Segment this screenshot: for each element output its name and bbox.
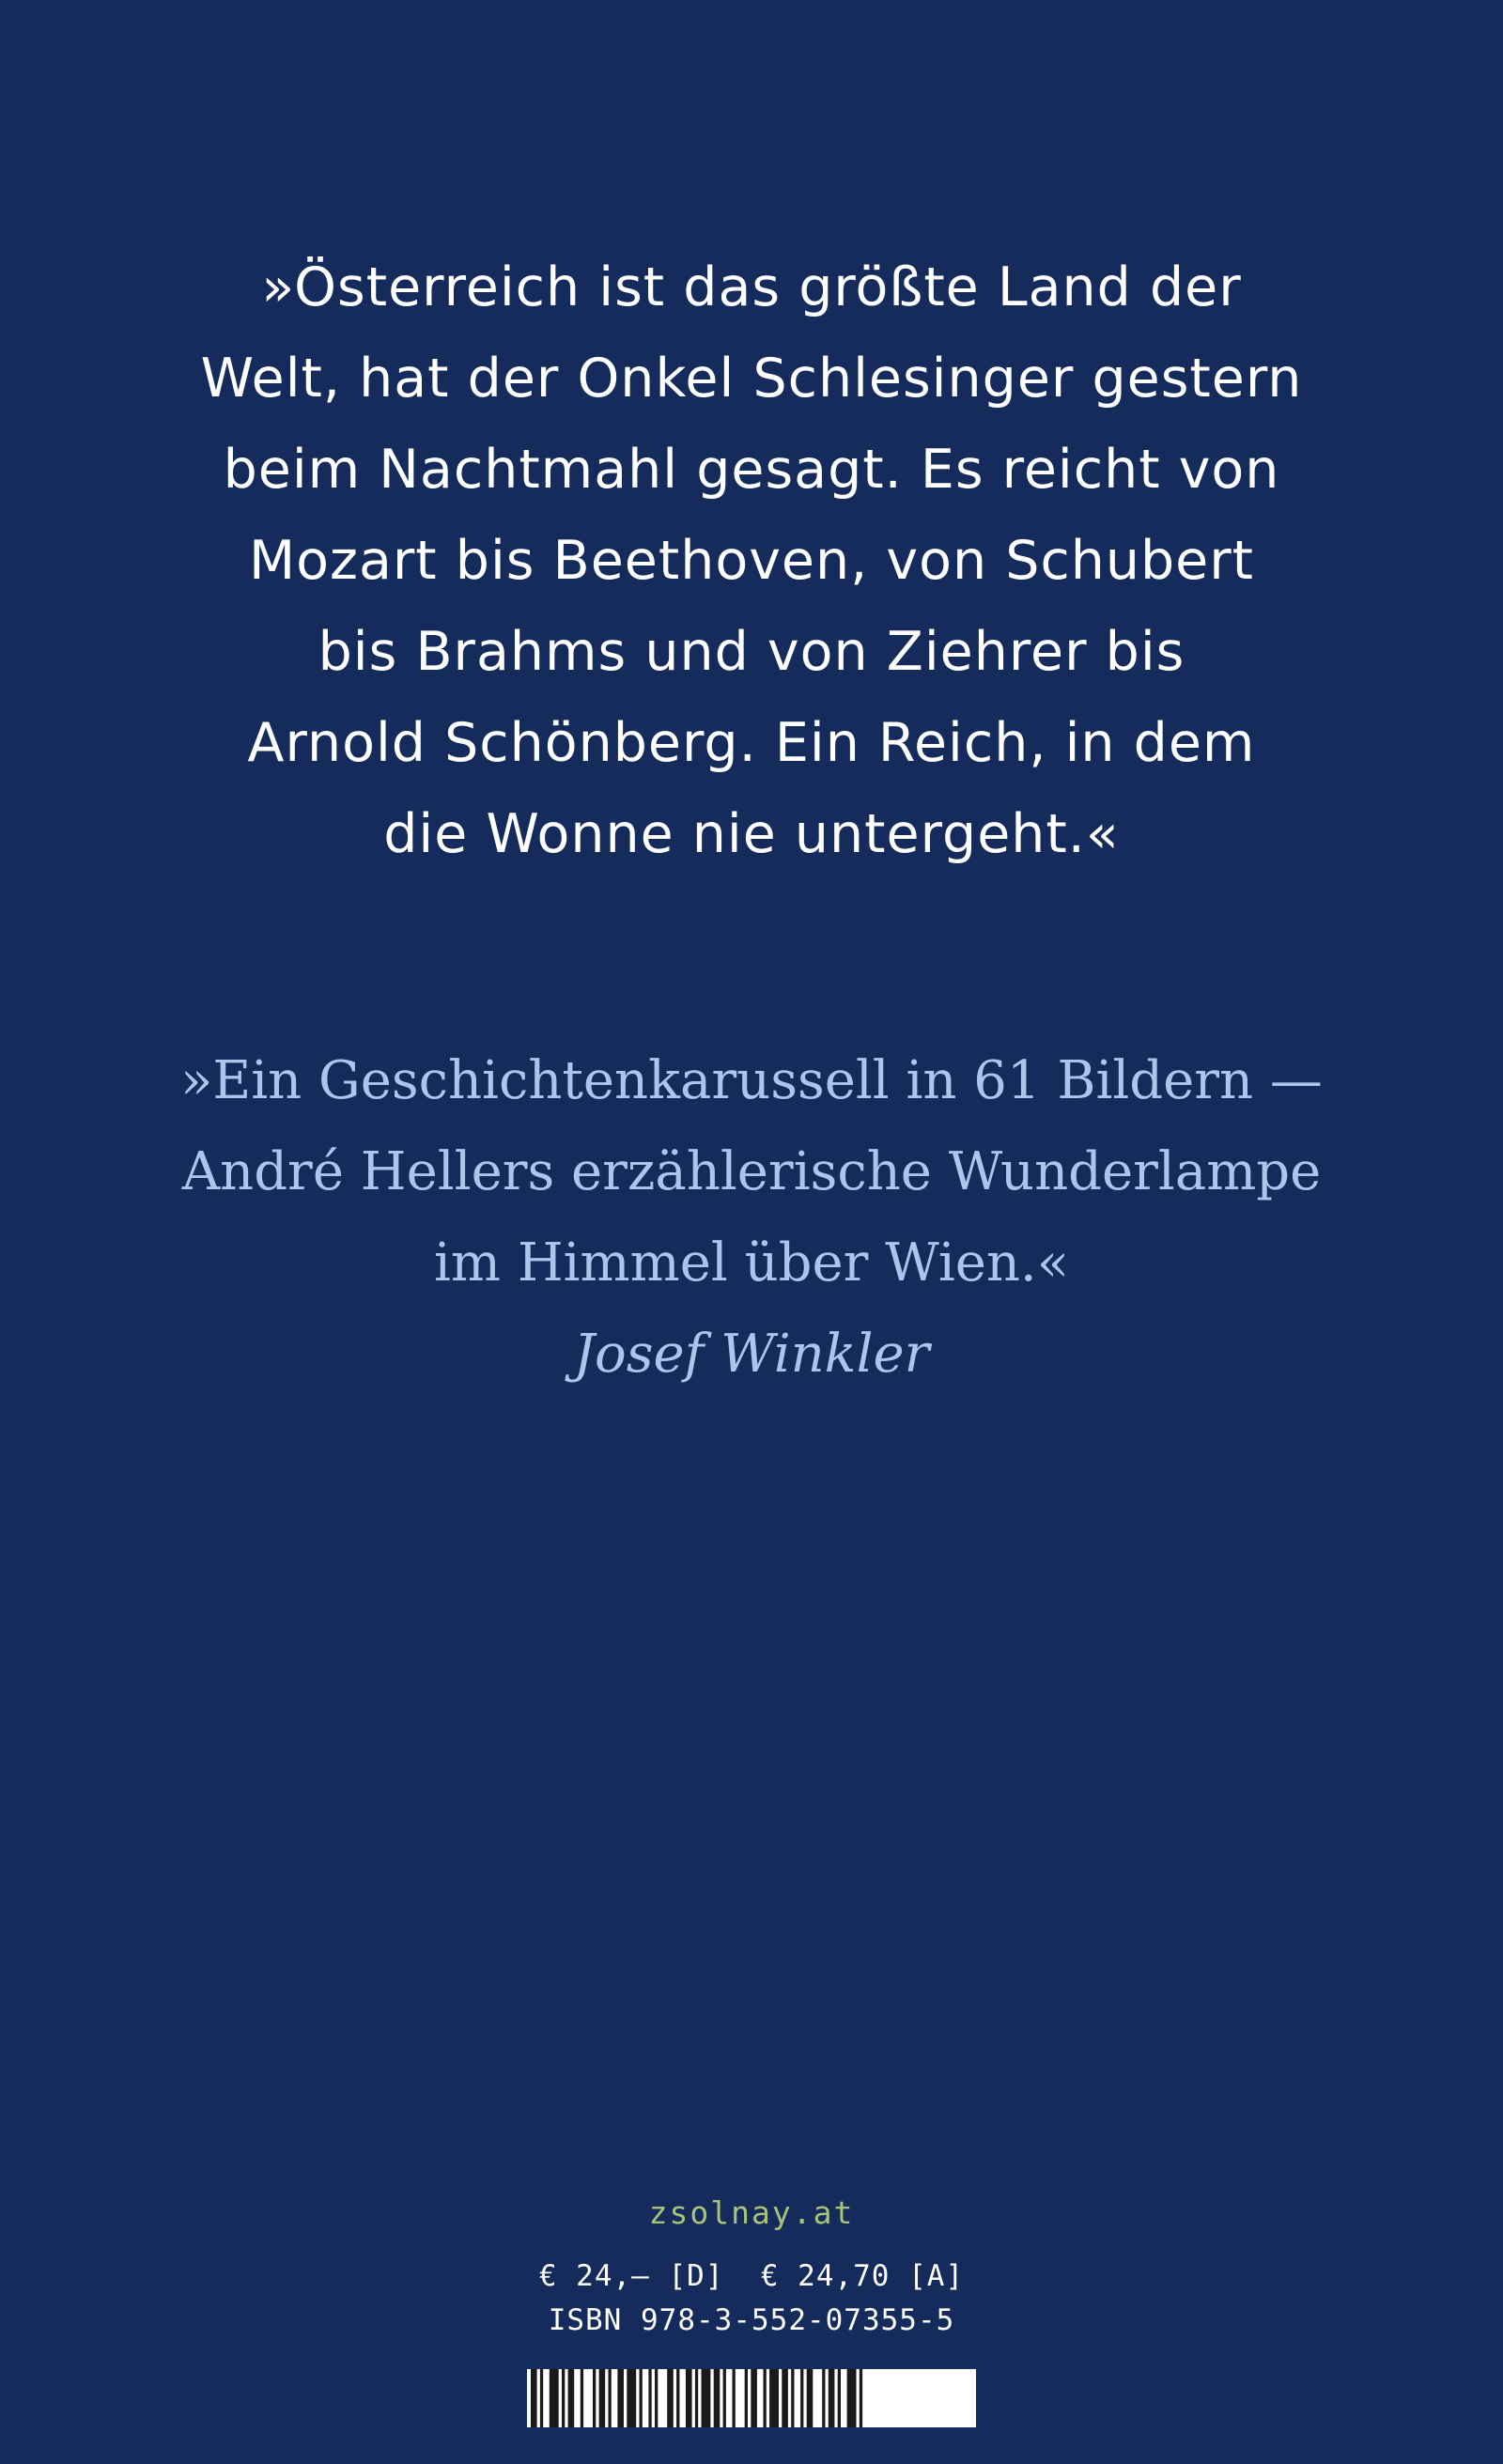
barcode-bar [599,2369,606,2427]
barcode-bar [540,2369,543,2427]
barcode-bar [695,2369,698,2427]
barcode-bar [800,2369,803,2427]
barcode-bar [648,2369,651,2427]
main-quote [0,242,1503,880]
blurb-line: im Himmel über Wien.« [434,1232,1069,1294]
main-quote-line: Mozart bis Beethoven, von Schubert [248,530,1255,592]
barcode-bar [617,2369,624,2427]
barcode-bar [676,2369,679,2427]
barcode-bar [593,2369,596,2427]
review-blurb [0,1035,1503,1400]
barcode-bar [581,2369,583,2427]
main-quote-line: die Wonne nie untergeht.« [383,803,1120,865]
blurb-line: »Ein Geschichtenkarussell in 61 Bildern — [180,1050,1323,1111]
price-label: € 24,– [D] € 24,70 [A] [538,2259,965,2293]
barcode-bar [769,2369,779,2427]
barcode-bar [655,2369,658,2427]
barcode-bar [822,2369,825,2427]
barcode-graphic [527,2369,976,2427]
barcode-bar [838,2369,841,2427]
barcode-bar [667,2369,674,2427]
main-quote-line: Welt, hat der Onkel Schlesinger gestern [200,348,1303,410]
barcode-bar [568,2369,575,2427]
barcode-bar [562,2369,565,2427]
barcode-bar [829,2369,835,2427]
barcode-bar [860,2369,862,2427]
main-quote-line: »Österreich ist das größte Land der [261,256,1242,318]
barcode-bar [791,2369,794,2427]
barcode [527,2369,976,2427]
barcode-bar [686,2369,692,2427]
main-quote-line: Arnold Schönberg. Ein Reich, in dem [247,712,1256,774]
barcode-bar [847,2369,857,2427]
barcode-bar [764,2369,767,2427]
barcode-bar [702,2369,711,2427]
barcode-bar [751,2369,757,2427]
barcode-bar [531,2369,537,2427]
isbn-label: ISBN 978-3-552-07355-5 [548,2303,955,2337]
barcode-bar [745,2369,748,2427]
barcode-bar [550,2369,559,2427]
barcode-bar [723,2369,726,2427]
barcode-bar [640,2369,643,2427]
barcode-bar [627,2369,636,2427]
main-quote-line: beim Nachtmahl gesagt. Es reicht von [223,439,1280,501]
main-quote-line: bis Brahms und von Ziehrer bis [318,621,1185,683]
barcode-bar [782,2369,788,2427]
barcode-bar [733,2369,736,2427]
barcode-bar [609,2369,612,2427]
barcode-bar [714,2369,721,2427]
blurb-line: André Hellers erzählerische Wunderlampe [181,1141,1322,1202]
blurb-author: Josef Winkler [573,1324,930,1385]
barcode-bar [807,2369,813,2427]
publisher-website: zsolnay.at [648,2194,855,2231]
